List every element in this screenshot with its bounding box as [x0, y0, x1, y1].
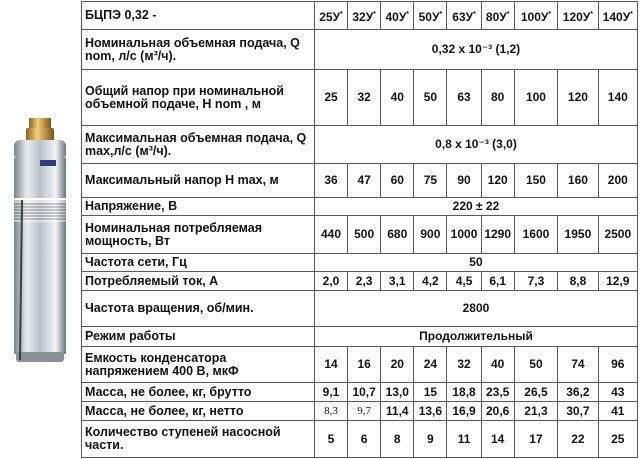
- cell-value: 160: [558, 164, 598, 198]
- variant-100: 100У*: [514, 2, 557, 30]
- cell-value: 40: [481, 347, 514, 383]
- cell-value: 21,3: [514, 402, 557, 421]
- row-span-value: 50: [314, 254, 637, 272]
- row-label: Максимальная объемная подача, Q max,л/с (м³/ч).: [82, 126, 315, 164]
- cell-value: 11: [447, 421, 481, 458]
- cell-value: 18,8: [447, 383, 481, 402]
- table-row: [82, 272, 638, 291]
- cell-value: 8,3: [314, 402, 347, 421]
- variant-80: 80У*: [481, 2, 514, 30]
- cell-value: 36: [314, 164, 347, 198]
- cell-value: 4,5: [447, 272, 481, 291]
- cell-value: 50: [514, 347, 557, 383]
- row-label: Номинальная объемная подача, Q nom, л/с (м³/ч).: [82, 30, 315, 70]
- cell-value: 25: [314, 70, 347, 126]
- row-span-value: 220 ± 22: [314, 198, 637, 216]
- table-row: [82, 254, 638, 272]
- cell-value: 80: [481, 70, 514, 126]
- cell-value: 23,5: [481, 383, 514, 402]
- cell-value: 500: [348, 216, 381, 254]
- cell-value: 8,8: [558, 272, 598, 291]
- cell-value: 13,0: [381, 383, 414, 402]
- row-label: Частота вращения, об/мин.: [82, 291, 315, 327]
- cell-value: 50: [414, 70, 447, 126]
- table-row: [82, 216, 638, 254]
- variant-32: 32У*: [348, 2, 381, 30]
- variant-120: 120У*: [558, 2, 598, 30]
- cell-value: 75: [414, 164, 447, 198]
- cell-value: 440: [314, 216, 347, 254]
- cell-value: 2,0: [314, 272, 347, 291]
- submersible-pump-illustration: [0, 0, 81, 459]
- row-label: Режим работы: [82, 327, 315, 347]
- cell-value: 41: [598, 402, 637, 421]
- cell-value: 13,6: [414, 402, 447, 421]
- cell-value: 43: [598, 383, 637, 402]
- specification-table: [81, 1, 638, 458]
- cell-value: 74: [558, 347, 598, 383]
- variant-25: 25У*: [314, 2, 347, 30]
- cell-value: 10,7: [348, 383, 381, 402]
- cell-value: 25: [598, 421, 637, 458]
- cell-value: 2,3: [348, 272, 381, 291]
- row-label: Потребляемый ток, А: [82, 272, 315, 291]
- table-row: [82, 164, 638, 198]
- cell-value: 26,5: [514, 383, 557, 402]
- cell-value: 1000: [447, 216, 481, 254]
- cell-value: 16: [348, 347, 381, 383]
- variant-50: 50У*: [414, 2, 447, 30]
- cell-value: 32: [447, 347, 481, 383]
- cell-value: 200: [598, 164, 637, 198]
- table-row: [82, 70, 638, 126]
- cell-value: 15: [414, 383, 447, 402]
- table-row: [82, 198, 638, 216]
- table-row: [82, 347, 638, 383]
- row-label: Масса, не более, кг, брутто: [82, 383, 315, 402]
- cell-value: 30,7: [558, 402, 598, 421]
- cell-value: 2500: [598, 216, 637, 254]
- row-span-value: 2800: [314, 291, 637, 327]
- cell-value: 1600: [514, 216, 557, 254]
- row-span-value: 0,32 x 10⁻³ (1,2): [314, 30, 637, 70]
- cell-value: 40: [381, 70, 414, 126]
- cell-value: 1290: [481, 216, 514, 254]
- cell-value: 5: [314, 421, 347, 458]
- cell-value: 9: [414, 421, 447, 458]
- cell-value: 100: [514, 70, 557, 126]
- table-row: [82, 327, 638, 347]
- row-label: Максимальный напор H max, м: [82, 164, 315, 198]
- cell-value: 24: [414, 347, 447, 383]
- cell-value: 4,2: [414, 272, 447, 291]
- cell-value: 96: [598, 347, 637, 383]
- cell-value: 22: [558, 421, 598, 458]
- cell-value: 20: [381, 347, 414, 383]
- table-row: [82, 30, 638, 70]
- cell-value: 9,7: [348, 402, 381, 421]
- variant-63: 63У*: [447, 2, 481, 30]
- row-label: Количество ступеней насосной части.: [82, 421, 315, 458]
- row-label: Напряжение, В: [82, 198, 315, 216]
- cell-value: 14: [314, 347, 347, 383]
- pump-image: [0, 0, 81, 459]
- cell-value: 16,9: [447, 402, 481, 421]
- cell-value: 63: [447, 70, 481, 126]
- row-span-value: Продолжительный: [314, 327, 637, 347]
- row-label: Общий напор при номинальной объемной подаче, H nom , м: [82, 70, 315, 126]
- table-row: [82, 126, 638, 164]
- cell-value: 120: [558, 70, 598, 126]
- table-row: [82, 421, 638, 458]
- cell-value: 12,9: [598, 272, 637, 291]
- cell-value: 1950: [558, 216, 598, 254]
- cell-value: 3,1: [381, 272, 414, 291]
- cell-value: 120: [481, 164, 514, 198]
- cell-value: 47: [348, 164, 381, 198]
- cell-value: 36,2: [558, 383, 598, 402]
- row-label: Частота сети, Гц: [82, 254, 315, 272]
- table-row: [82, 291, 638, 327]
- cell-value: 9,1: [314, 383, 347, 402]
- table-row: [82, 383, 638, 402]
- cell-value: 8: [381, 421, 414, 458]
- cell-value: 60: [381, 164, 414, 198]
- cell-value: 6: [348, 421, 381, 458]
- cell-value: 150: [514, 164, 557, 198]
- table-row: [82, 402, 638, 421]
- header-row: [82, 2, 638, 30]
- cell-value: 7,3: [514, 272, 557, 291]
- cell-value: 90: [447, 164, 481, 198]
- row-label: Номинальная потребляемая мощность, Вт: [82, 216, 315, 254]
- cell-value: 11,4: [381, 402, 414, 421]
- cell-value: 17: [514, 421, 557, 458]
- cell-value: 32: [348, 70, 381, 126]
- variant-140: 140У*: [598, 2, 637, 30]
- row-span-value: 0,8 x 10⁻³ (3,0): [314, 126, 637, 164]
- cell-value: 680: [381, 216, 414, 254]
- model-name: БЦПЭ 0,32 -: [82, 2, 315, 30]
- cell-value: 14: [481, 421, 514, 458]
- row-label: Масса, не более, кг, нетто: [82, 402, 315, 421]
- variant-40: 40У*: [381, 2, 414, 30]
- cell-value: 140: [598, 70, 637, 126]
- cell-value: 6,1: [481, 272, 514, 291]
- row-label: Емкость конденсатора напряжением 400 В, мкФ: [82, 347, 315, 383]
- cell-value: 900: [414, 216, 447, 254]
- cell-value: 20,6: [481, 402, 514, 421]
